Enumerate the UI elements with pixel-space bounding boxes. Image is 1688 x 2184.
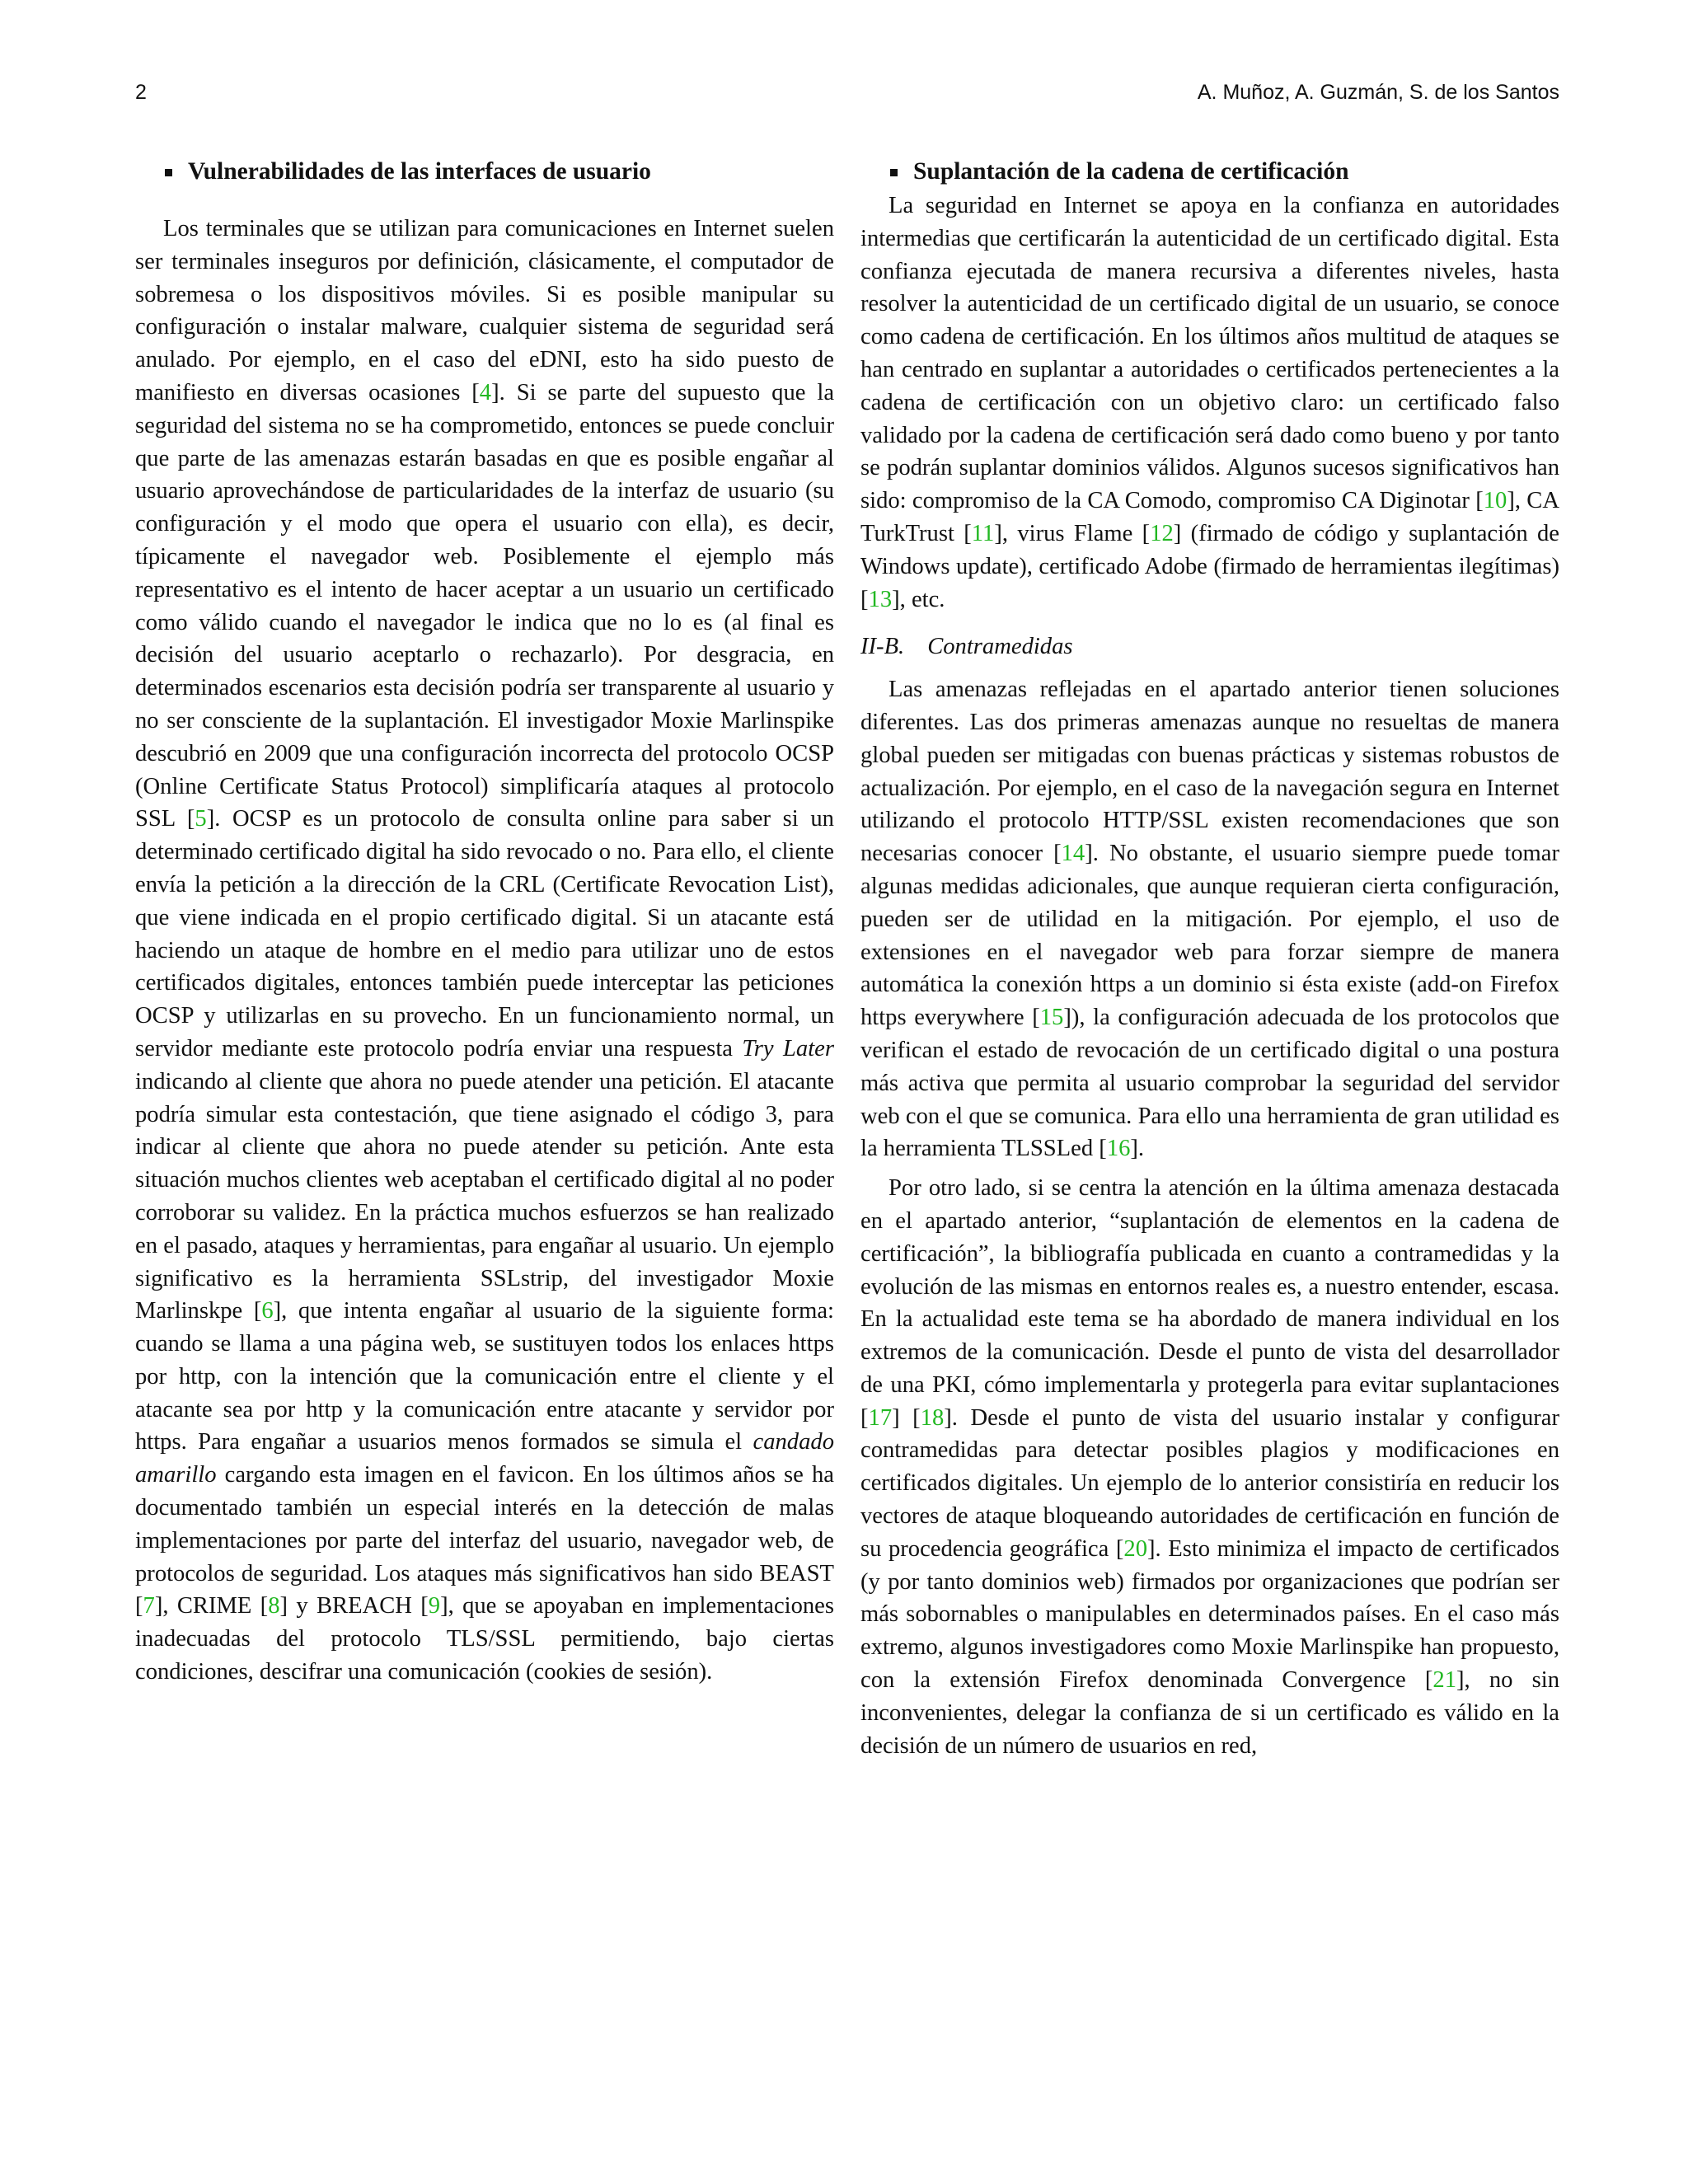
text-run: cargando esta imagen en el favicon. En los últimos años se ha documentado también un especial interés en la detección de malas implementaciones por parte del interfaz del usuario, navegador web, de protocolos de seguridad. Los ataques más significativos han sido BEAST [ bbox=[135, 1462, 834, 1619]
page-number: 2 bbox=[135, 81, 147, 104]
text-run: ] y BREACH [ bbox=[279, 1593, 429, 1619]
paragraph bbox=[135, 213, 834, 1689]
italic-term: Try Later bbox=[742, 1035, 834, 1062]
text-run: ] [ bbox=[892, 1404, 921, 1431]
text-run: ], CRIME [ bbox=[154, 1593, 269, 1619]
citation-link[interactable]: 20 bbox=[1123, 1535, 1147, 1562]
text-run: ], CA TurkTrust [ bbox=[860, 488, 1559, 546]
text-run: ]. Esto minimiza el impacto de certificados (y por tanto dominios web) firmados por organizaciones que podrían ser más sobornables o manipulables en determinados países. En el caso más extremo, algunos investigadores como Moxie Marlinspike han propuesto, con la extensión Firefox denominada Convergence [ bbox=[860, 1535, 1559, 1694]
heading-text: Vulnerabilidades de las interfaces de usuario bbox=[188, 158, 651, 185]
text-run: ], que se apoyaban en implementaciones inadecuadas del protocolo TLS/SSL permitiendo, bajo ciertas condiciones, descifrar una comunicación (cookies de sesión). bbox=[135, 1593, 834, 1685]
citation-link[interactable]: 6 bbox=[261, 1298, 274, 1324]
text-run: ], etc. bbox=[892, 586, 945, 612]
italic-term: candado amarillo bbox=[135, 1429, 834, 1488]
citation-link[interactable]: 13 bbox=[868, 586, 893, 612]
citation-link[interactable]: 18 bbox=[920, 1404, 945, 1431]
citation-link[interactable]: 9 bbox=[428, 1593, 441, 1619]
text-run: ]. Si se parte del supuesto que la seguridad del sistema no se ha comprometido, entonces se puede concluir que parte de las amenazas estarán basadas en que es posible engañar al usuario aprovechándose de particularidades de la interfaz de usuario (su configuración y el modo que opera el usuario con ella), es decir, típicamente el navegador web. Posiblemente el ejemplo más representativo es el intento de hacer aceptar a un usuario un certificado como válido cuando el navegador le indica que no lo es (al final es decisión del usuario aceptarlo o rechazarlo). Por desgracia, en determinados escenarios esta decisión podría ser transparente al usuario y no ser consciente de la suplantación. El investigador Moxie Marlinspike descubrió en 2009 que una configuración incorrecta del protocolo OCSP (Online Certificate Status Protocol) simplificaría ataques al protocolo SSL [ bbox=[135, 379, 835, 832]
section-heading-certification-chain bbox=[860, 155, 1559, 188]
citation-link[interactable]: 7 bbox=[143, 1593, 155, 1619]
heading-text: Suplantación de la cadena de certificación bbox=[913, 158, 1349, 185]
citation-link[interactable]: 12 bbox=[1150, 520, 1174, 546]
paragraph bbox=[860, 190, 1559, 616]
citation-link[interactable]: 8 bbox=[268, 1593, 280, 1619]
text-run: ], no sin inconvenientes, delegar la confianza de si un certificado es válido en la decisión de un número de usuarios en red, bbox=[860, 1667, 1559, 1759]
text-run: ]), la configuración adecuada de los protocolos que verifican el estado de revocación de un certificado digital o una postura más activa que permita al usuario comprobar la seguridad del servidor web con el que se comunica. Para ello una herramienta de gran utilidad es la herramienta TLSSLed [ bbox=[860, 1005, 1560, 1162]
text-run: ], que intenta engañar al usuario de la siguiente forma: cuando se llama a una página web, se sustituyen todos los enlaces https por http, con la intención que la comunicación entre el cliente y el atacante sea por http y la comunicación entre atacante y servidor por https. Para engañar a usuarios menos formados se simula el bbox=[135, 1298, 834, 1455]
text-run: La seguridad en Internet se apoya en la confianza en autoridades intermedias que certificarán la autenticidad de un certificado digital. Esta confianza ejecutada de manera recursiva a diferentes niveles, hasta resolver la autenticidad de un certificado digital de un usuario, se conoce como cadena de certificación. En los últimos años multitud de ataques se han centrado en suplantar a autoridades o certificados pertenecientes a la cadena de certificación con un objetivo claro: un certificado falso validado por la cadena de certificación será dado como bueno y por tanto se podrán suplantar dominios válidos. Algunos sucesos significativos han sido: compromiso de la CA Comodo, compromiso CA Diginotar [ bbox=[860, 193, 1559, 514]
section-heading-ui-vulnerabilities bbox=[135, 155, 834, 188]
bullet-square-icon bbox=[165, 169, 172, 176]
text-run: ], virus Flame [ bbox=[994, 520, 1151, 546]
subsection-title: Contramedidas bbox=[927, 634, 1073, 660]
header-authors: A. Muñoz, A. Guzmán, S. de los Santos bbox=[1197, 81, 1559, 104]
citation-link[interactable]: 17 bbox=[868, 1404, 893, 1431]
subsection-number: II-B. bbox=[860, 634, 905, 660]
right-column bbox=[860, 155, 1559, 1762]
text-run: indicando al cliente que ahora no puede atender una petición. El atacante podría simular esta contestación, que tiene asignado el código 3, para indicar al cliente que ahora no puede atender su petición. Ante esta situación muchos clientes web aceptaban el certificado digital al no poder corroborar su validez. En la práctica muchos esfuerzos se han realizado en el pasado, ataques y herramientas, para engañar al usuario. Un ejemplo significativo es la herramienta SSLstrip, del investigador Moxie Marlinskpe [ bbox=[135, 1068, 834, 1324]
text-run: ]. OCSP es un protocolo de consulta online para saber si un determinado certificado digital ha sido revocado o no. Para ello, el cliente envía la petición a la dirección de la CRL (Certificate Revocation List), que viene indicada en el propio certificado digital. Si un atacante está haciendo un ataque de hombre en el medio para utilizar uno de estos certificados digitales, entonces también puede interceptar las peticiones OCSP y utilizarlas en su provecho. En un funcionamiento normal, un servidor mediante este protocolo podría enviar una respuesta bbox=[135, 806, 834, 1062]
text-run: Por otro lado, si se centra la atención en la última amenaza destacada en el apartado anterior, “suplantación de elementos en la cadena de certificación”, la bibliografía publicada en cuanto a contramedidas y la evolución de las mismas en entornos reales es, a nuestro entender, escasa. En la actualidad este tema se ha abordado de manera individual en los extremos de la comunicación. Desde el punto de vista del desarrollador de una PKI, cómo implementarla y protegerla para evitar suplantaciones [ bbox=[860, 1175, 1559, 1431]
text-run: Los terminales que se utilizan para comunicaciones en Internet suelen ser terminales inseguros por definición, clásicamente, el computador de sobremesa o los dispositivos móviles. Si es posible manipular su configuración o instalar malware, cualquier sistema de seguridad será anulado. Por ejemplo, en el caso del eDNI, esto ha sido puesto de manifiesto en diversas ocasiones [ bbox=[135, 216, 834, 405]
citation-link[interactable]: 4 bbox=[479, 379, 492, 405]
paragraph bbox=[860, 673, 1559, 1165]
left-column bbox=[135, 155, 834, 1689]
text-run: ] (firmado de código y suplantación de Windows update), certificado Adobe (firmado de herramientas ilegítimas) [ bbox=[860, 520, 1559, 612]
running-header bbox=[135, 81, 1559, 114]
citation-link[interactable]: 14 bbox=[1061, 841, 1085, 867]
text-run: ]. bbox=[1130, 1136, 1145, 1162]
paragraph bbox=[860, 1172, 1559, 1762]
citation-link[interactable]: 15 bbox=[1039, 1005, 1064, 1031]
citation-link[interactable]: 21 bbox=[1432, 1667, 1456, 1694]
bullet-square-icon bbox=[890, 169, 898, 176]
citation-link[interactable]: 5 bbox=[195, 806, 207, 832]
text-run: ]. Desde el punto de vista del usuario instalar y configurar contramedidas para detectar posibles plagios y modificaciones en certificados digitales. Un ejemplo de lo anterior consistiría en reducir los vectores de ataque bloqueando autoridades de certificación en función de su procedencia geográfica [ bbox=[860, 1404, 1559, 1562]
citation-link[interactable]: 16 bbox=[1106, 1136, 1131, 1162]
text-run: Las amenazas reflejadas en el apartado anterior tienen soluciones diferentes. Las dos primeras amenazas aunque no resueltas de manera global pueden ser mitigadas con buenas prácticas y sistemas robustos de actualización. Por ejemplo, en el caso de la navegación segura en Internet utilizando el protocolo HTTP/SSL existen recomendaciones que son necesarias conocer [ bbox=[860, 677, 1559, 867]
citation-link[interactable]: 10 bbox=[1483, 488, 1507, 514]
text-run: ]. No obstante, el usuario siempre puede tomar algunas medidas adicionales, que aunque requieran cierta configuración, pueden ser de utilidad en la mitigación. Por ejemplo, el uso de extensiones en el navegador web para forzar siempre de manera automática la conexión https a un dominio si ésta existe (add-on Firefox https everywhere [ bbox=[860, 841, 1560, 1031]
subsection-heading bbox=[860, 630, 1559, 663]
citation-link[interactable]: 11 bbox=[971, 520, 995, 546]
